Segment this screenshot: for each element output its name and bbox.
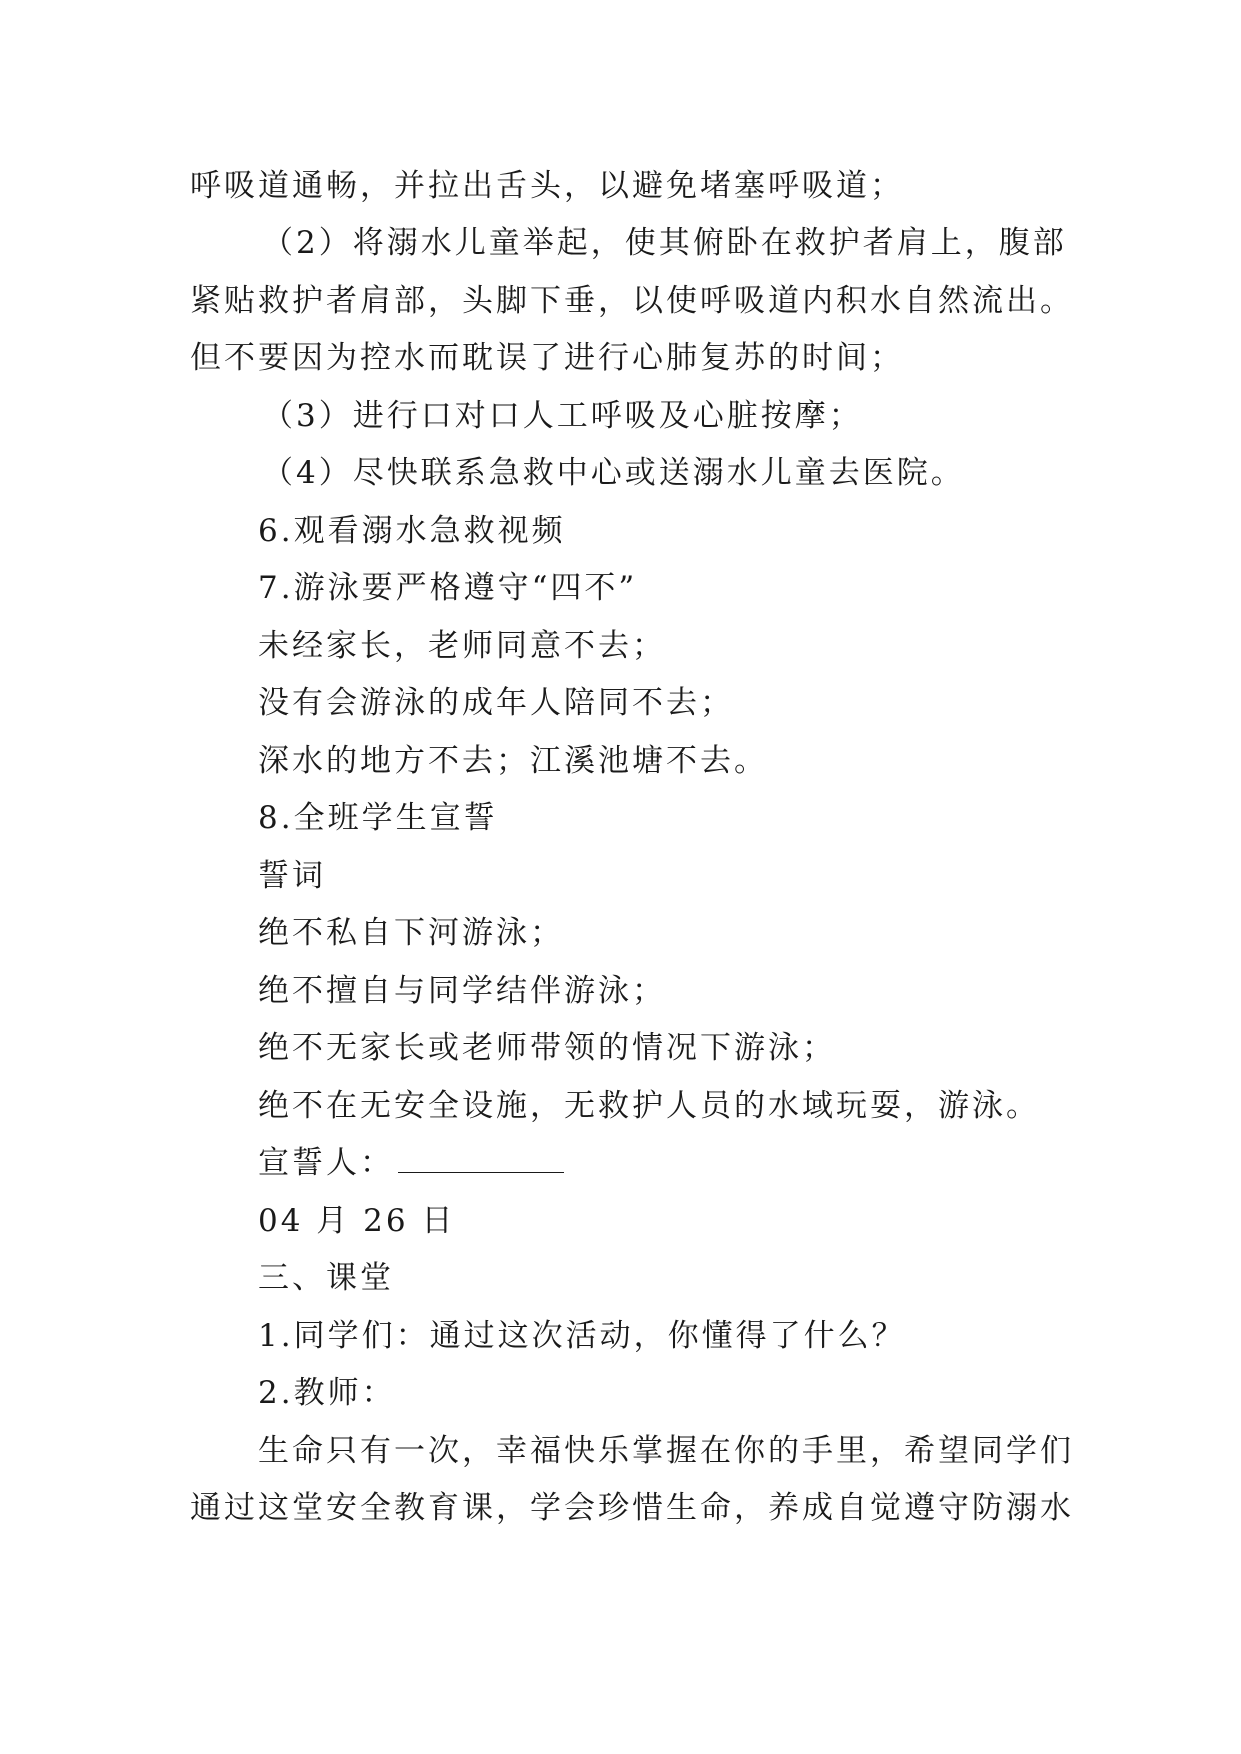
paragraph-line: 2.教师： (258, 1375, 396, 1411)
paragraph-line: 通过这堂安全教育课，学会珍惜生命，养成自觉遵守防溺水 (190, 1490, 1074, 1526)
signer-label: 宣誓人： (258, 1145, 394, 1181)
signer-row (258, 1143, 564, 1183)
paragraph-line: 呼吸道通畅，并拉出舌头，以避免堵塞呼吸道； (190, 168, 904, 204)
paragraph-line: （4）尽快联系急救中心或送溺水儿童去医院。 (262, 455, 965, 491)
signature-blank-line (398, 1146, 564, 1173)
paragraph-line: 深水的地方不去；江溪池塘不去。 (258, 743, 768, 779)
section-heading: 三、课堂 (258, 1260, 394, 1296)
date-line: 04 月 26 日 (258, 1203, 456, 1239)
paragraph-line: （2）将溺水儿童举起，使其俯卧在救护者肩上，腹部 (262, 225, 1067, 261)
oath-line: 绝不无家长或老师带领的情况下游泳； (258, 1030, 836, 1066)
section-heading: 8.全班学生宣誓 (258, 800, 498, 836)
paragraph-line: 1.同学们：通过这次活动，你懂得了什么？ (258, 1318, 906, 1354)
paragraph-line: 但不要因为控水而耽误了进行心肺复苏的时间； (190, 340, 904, 376)
section-heading: 6.观看溺水急救视频 (258, 513, 566, 549)
paragraph-line: 紧贴救护者肩部，头脚下垂，以使呼吸道内积水自然流出。 (190, 283, 1074, 319)
paragraph-line: 生命只有一次，幸福快乐掌握在你的手里，希望同学们 (258, 1433, 1074, 1469)
oath-title: 誓词 (258, 858, 326, 894)
paragraph-line: 没有会游泳的成年人陪同不去； (258, 685, 734, 721)
section-heading: 7.游泳要严格遵守“四不” (258, 570, 638, 606)
oath-line: 绝不擅自与同学结伴游泳； (258, 973, 666, 1009)
paragraph-line: 未经家长，老师同意不去； (258, 628, 666, 664)
oath-line: 绝不在无安全设施，无救护人员的水域玩耍，游泳。 (258, 1088, 1040, 1124)
oath-line: 绝不私自下河游泳； (258, 915, 564, 951)
paragraph-line: （3）进行口对口人工呼吸及心脏按摩； (262, 398, 863, 434)
